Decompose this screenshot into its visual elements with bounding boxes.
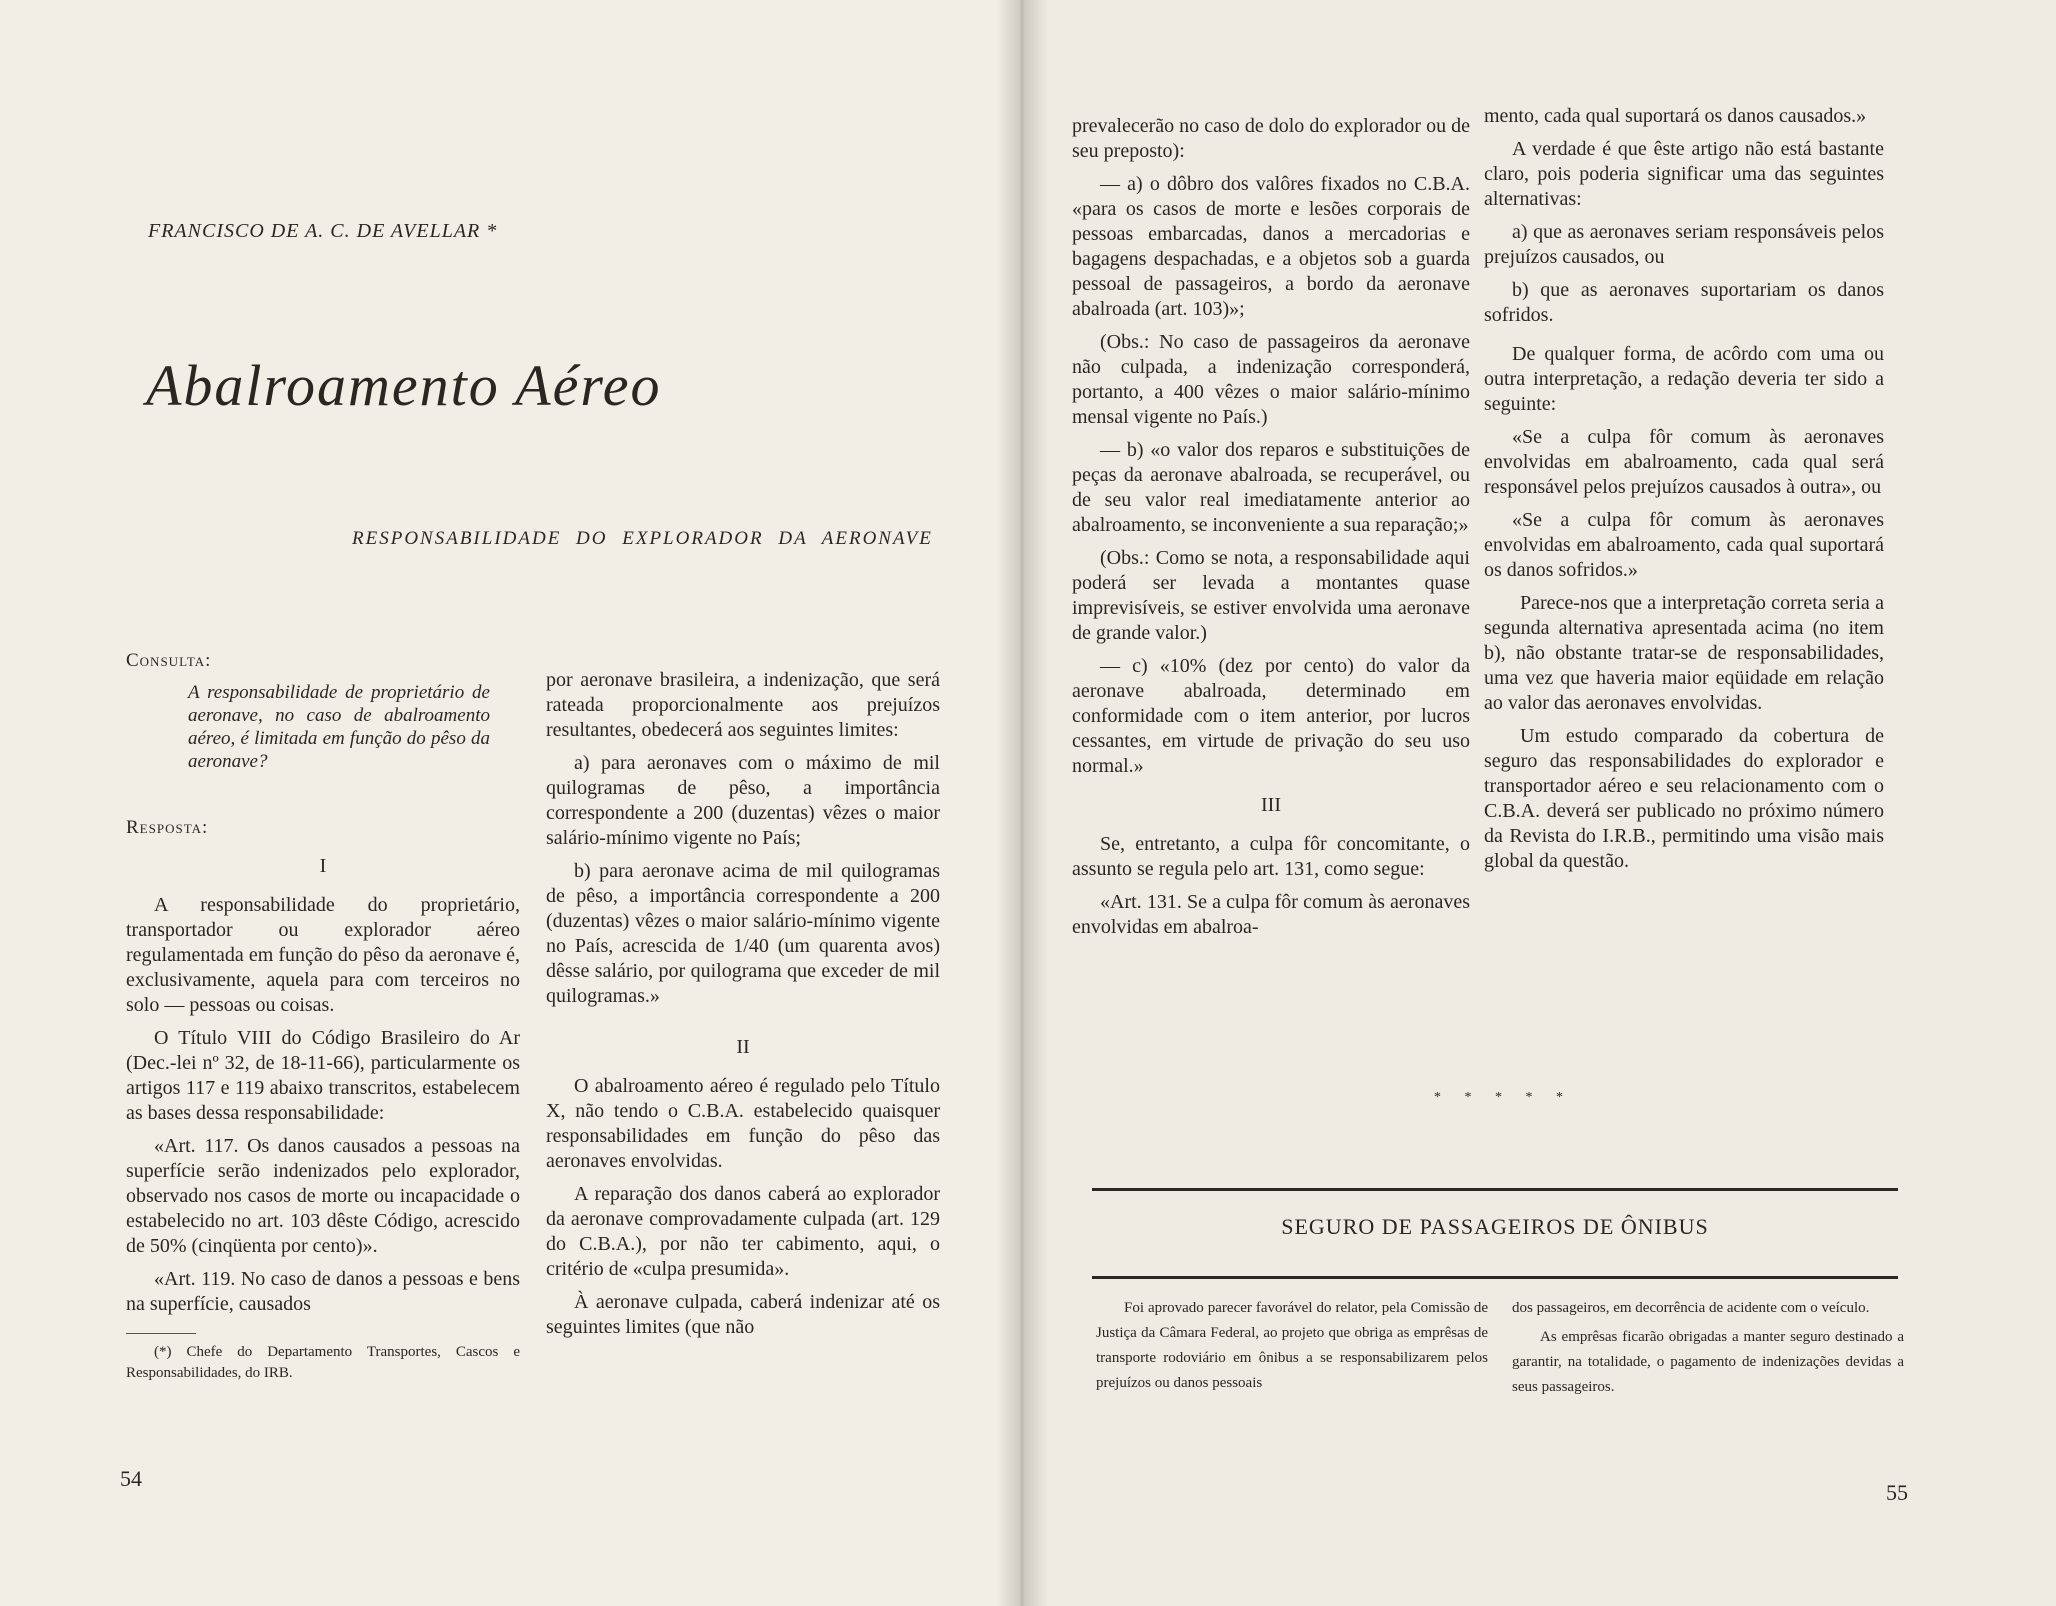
quote-paragraph: «Art. 117. Os danos causados a pessoas na superfície serão indenizados pelo explorador, observado nos casos de morte ou incapacidade o estabelecido no art. 103 dêste Código, acrescido de 50% (cinqüenta por cento)». xyxy=(126,1135,520,1257)
list-item-b: — b) «o valor dos reparos e substituições de peças da aeronave abalroada, se recuperável, ou de seu valor real imediatamente anterior ao abalroamento, se inconveniente a sua reparação;» xyxy=(1072,439,1470,536)
book-gutter xyxy=(996,0,1048,1606)
paragraph: O abalroamento aéreo é regulado pelo Título X, não tendo o C.B.A. estabelecido quaisquer responsabilidades em função do pêso das aeronaves envolvidas. xyxy=(546,1075,940,1172)
note-paragraph: (Obs.: No caso de passageiros da aeronave não culpada, a indenização corresponderá, portanto, a 400 vêzes o maior salário-mínimo mensal vigente no País.) xyxy=(1072,331,1470,428)
box-column-1: Foi aprovado parecer favorável do relator, pela Comissão de Justiça da Câmara Federal, ao projeto que obriga as emprêsas de transporte rodoviário em ônibus a se responsabilizarem pelos prejuízos ou danos pessoais xyxy=(1096,1300,1488,1391)
consulta-label: Consulta: xyxy=(126,650,212,671)
box-paragraph: dos passageiros, em decorrência de acidente com o veículo. xyxy=(1512,1300,1870,1316)
list-item-a: a) para aeronaves com o máximo de mil quilogramas de pêso, a importância correspondente a 200 (duzentas) vêzes o maior salário-mínimo vigente no País; xyxy=(546,752,940,849)
quote-paragraph: «Art. 131. Se a culpa fôr comum às aeronaves envolvidas em abalroa- xyxy=(1072,891,1470,938)
paragraph: A verdade é que êste artigo não está bastante claro, pois poderia significar uma das seguintes alternativas: xyxy=(1484,138,1884,210)
list-item-a: — a) o dôbro dos valôres fixados no C.B.A. «para os casos de morte e lesões corporais de pessoas embarcadas, danos a mercadorias e bagagens despachadas, e a objetos sob a guarda pessoal de passageiros, a bordo da aeronave abalroada (art. 103)»; xyxy=(1072,173,1470,320)
author-name: FRANCISCO DE A. C. DE AVELLAR * xyxy=(148,220,498,242)
section-heading-II: II xyxy=(736,1036,750,1058)
paragraph: Parece-nos que a interpretação correta seria a segunda alternativa apresentada acima (no item b), não obstante tratar-se de responsabilidades, uma vez que haveria maior eqüidade em relação ao valor das aeronaves envolvidas. xyxy=(1484,592,1884,714)
list-item-c: — c) «10% (dez por cento) do valor da aeronave abalroada, determinado em conformidade com o item anterior, por lucros cessantes, em virtude de privação do seu uso normal.» xyxy=(1072,655,1470,777)
article-title: Abalroamento Aéreo xyxy=(146,353,662,418)
footnote: (*) Chefe do Departamento Transportes, Cascos e Responsabilidades, do IRB. xyxy=(126,1344,520,1381)
paragraph: O Título VIII do Código Brasileiro do Ar (Dec.-lei nº 32, de 18-11-66), particularmente os artigos 117 e 119 abaixo transcritos, estabelecem as bases dessa responsabilidade: xyxy=(126,1027,520,1124)
note-paragraph: (Obs.: Como se nota, a responsabilidade aqui poderá ser levada a montantes quase imprevisíveis, se estiver envolvida uma aeronave de grande valor.) xyxy=(1072,547,1470,644)
paragraph: mento, cada qual suportará os danos causados.» xyxy=(1484,105,1867,127)
page-number-left: 54 xyxy=(120,1466,142,1491)
page-number-right: 55 xyxy=(1886,1480,1908,1505)
list-item-a: a) que as aeronaves seriam responsáveis pelos prejuízos causados, ou xyxy=(1484,221,1884,268)
footnote-rule xyxy=(126,1333,196,1334)
article-subtitle: RESPONSABILIDADE DO EXPLORADOR DA AERONAVE xyxy=(352,528,933,549)
left-column-2 xyxy=(546,668,940,1348)
quote-paragraph: «Se a culpa fôr comum às aeronaves envolvidas em abalroamento, cada qual será responsável pelos prejuízos causados à outra», ou xyxy=(1484,426,1884,498)
paragraph: À aeronave culpada, caberá indenizar até os seguintes limites (que não xyxy=(546,1291,940,1338)
paragraph: por aeronave brasileira, a indenização, que será rateada proporcionalmente aos prejuízos resultantes, obedecerá aos seguintes limites: xyxy=(546,669,940,741)
box-top-rule xyxy=(1092,1188,1898,1191)
section-heading-III: III xyxy=(1261,794,1281,816)
list-item-b: b) que as aeronaves suportariam os danos sofridos. xyxy=(1484,279,1884,326)
box-title: SEGURO DE PASSAGEIROS DE ÔNIBUS xyxy=(1281,1214,1709,1239)
resposta-label: Resposta: xyxy=(126,817,209,838)
box-paragraph: As emprêsas ficarão obrigadas a manter seguro destinado a garantir, na totalidade, o pagamento de indenizações devidas a seus passageiros. xyxy=(1512,1329,1904,1395)
list-item-b: b) para aeronave acima de mil quilogramas de pêso, a importância correspondente a 200 (duzentas) vêzes o maior salário-mínimo vigente no País, acrescida de 1/40 (um quarenta avos) dêsse salário, por quilograma que exceder de mil quilogramas.» xyxy=(546,860,940,1007)
left-page xyxy=(0,0,1022,1606)
paragraph: A responsabilidade do proprietário, transportador ou explorador aéreo regulamentada em função do pêso da aeronave é, exclusivamente, aquela para com terceiros no solo — pessoas ou coisas. xyxy=(126,894,520,1016)
section-heading-I: I xyxy=(319,855,327,877)
paragraph: prevalecerão no caso de dolo do explorador ou de seu preposto): xyxy=(1072,115,1470,162)
paragraph: De qualquer forma, de acôrdo com uma ou outra interpretação, a redação deveria ter sido a seguinte: xyxy=(1484,343,1884,415)
right-column-2 xyxy=(1484,104,1884,882)
paragraph: Se, entretanto, a culpa fôr concomitante, o assunto se regula pelo art. 131, como segue: xyxy=(1072,833,1470,880)
quote-paragraph: «Art. 119. No caso de danos a pessoas e bens na superfície, causados xyxy=(126,1268,520,1315)
section-divider-stars: * * * * * xyxy=(1434,1090,1573,1105)
consulta-question: A responsabilidade de proprietário de aeronave, no caso de abalroamento aéreo, é limitada em função do pêso da aeronave? xyxy=(188,682,490,772)
right-column-1 xyxy=(1072,114,1470,948)
paragraph: Um estudo comparado da cobertura de seguro das responsabilidades do explorador e transportador aéreo e seu relacionamento com o C.B.A. deverá ser publicado no próximo número da Revista do I.R.B., permitindo uma visão mais global da questão. xyxy=(1484,725,1884,872)
box-bottom-rule xyxy=(1092,1276,1898,1279)
box-column-2 xyxy=(1512,1296,1904,1404)
left-column-1 xyxy=(126,648,520,1392)
quote-paragraph: «Se a culpa fôr comum às aeronaves envolvidas em abalroamento, cada qual suportará os danos sofridos.» xyxy=(1484,509,1884,581)
paragraph: A reparação dos danos caberá ao explorador da aeronave comprovadamente culpada (art. 129 do C.B.A.), por não ter cabimento, aqui, o critério de «culpa presumida». xyxy=(546,1183,940,1280)
